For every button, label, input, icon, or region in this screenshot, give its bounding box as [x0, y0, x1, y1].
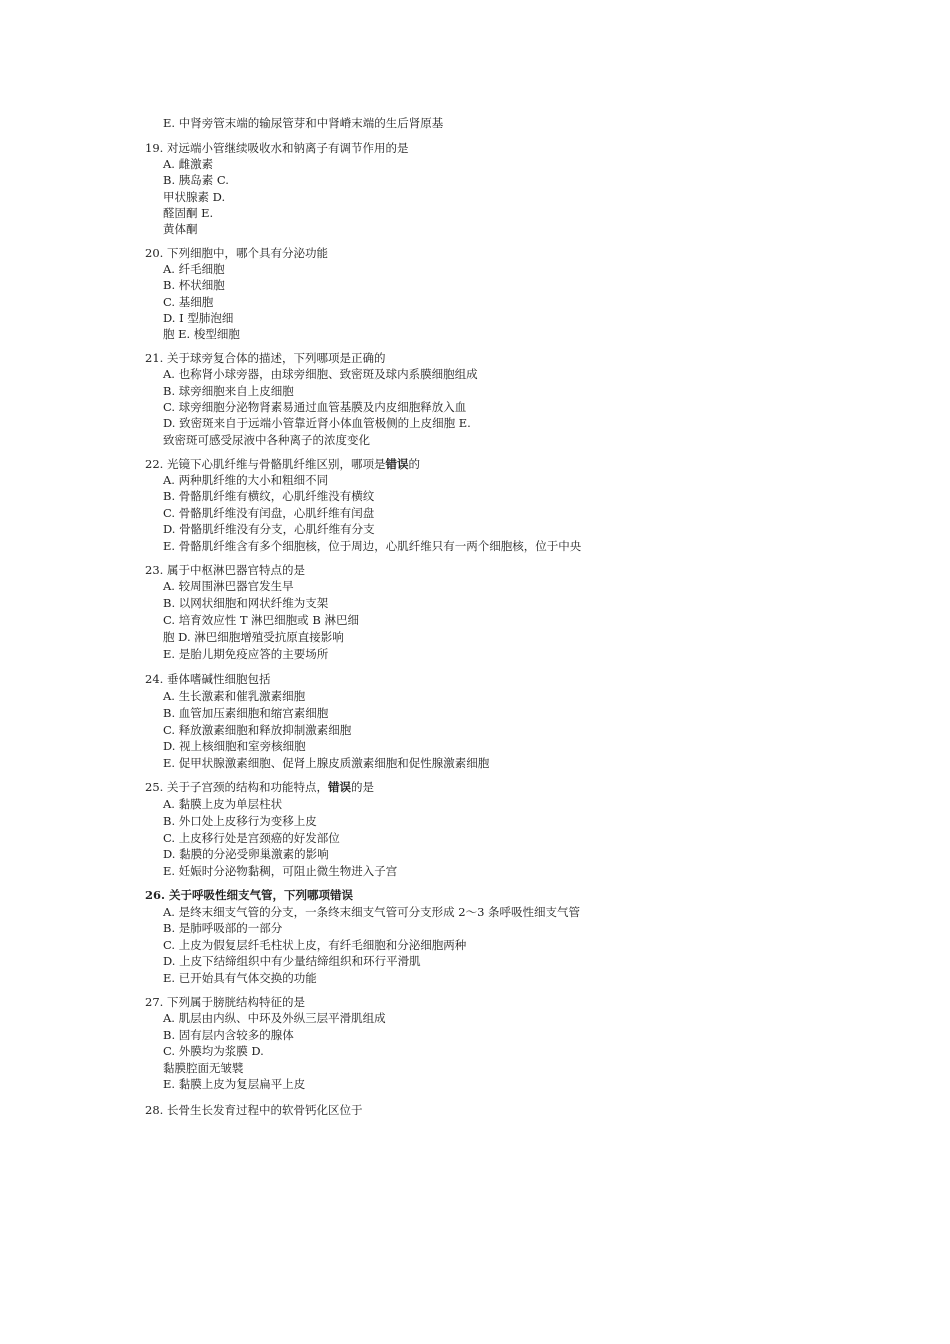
q22-stem: [145, 456, 420, 472]
q24-option-b: B. 血管加压素细胞和缩宫素细胞: [163, 706, 329, 720]
q27-stem: 27. 下列属于膀胱结构特征的是: [145, 995, 305, 1009]
q23-option-c: C. 培育效应性 T 淋巴细胞或 B 淋巴细: [163, 613, 359, 627]
q22-stem-text: 22. 光镜下心肌纤维与骨骼肌纤维区别，哪项是: [145, 457, 386, 471]
q19-option-d: 醛固酮 E.: [163, 206, 214, 220]
q23-option-d: 胞 D. 淋巴细胞增殖受抗原直接影响: [163, 630, 344, 644]
q22-stem-suffix: 的: [408, 457, 420, 471]
q24-option-c: C. 释放激素细胞和释放抑制激素细胞: [163, 723, 352, 737]
q24-option-e: E. 促甲状腺激素细胞、促肾上腺皮质激素细胞和促性腺激素细胞: [163, 756, 490, 770]
q25-option-d: D. 黏膜的分泌受卵巢激素的影响: [163, 847, 329, 861]
q26-option-e: E. 已开始具有气体交换的功能: [163, 971, 317, 985]
q22-stem-emphasis: 错误: [385, 457, 409, 471]
q21-option-b: B. 球旁细胞来自上皮细胞: [163, 384, 294, 398]
q20-option-c: C. 基细胞: [163, 295, 214, 309]
q23-stem: 23. 属于中枢淋巴器官特点的是: [145, 563, 305, 577]
q20-option-d: D. Ⅰ 型肺泡细: [163, 311, 234, 325]
q26-stem-emphasis: 错误: [330, 888, 354, 902]
q22-option-d: D. 骨骼肌纤维没有分支，心肌纤维有分支: [163, 522, 375, 536]
q25-option-e: E. 妊娠时分泌物黏稠，可阻止微生物进入子宫: [163, 864, 398, 878]
q21-option-d: D. 致密斑来自于远端小管靠近肾小体血管极侧的上皮细胞 E.: [163, 416, 471, 430]
q27-option-a: A. 肌层由内纵、中环及外纵三层平滑肌组成: [163, 1011, 386, 1025]
q21-option-e: 致密斑可感受尿液中各种离子的浓度变化: [163, 433, 370, 447]
q25-stem: [145, 779, 374, 795]
q20-stem: 20. 下列细胞中，哪个具有分泌功能: [145, 246, 328, 260]
q18-option-e: E. 中肾旁管末端的输尿管芽和中肾嵴末端的生后肾原基: [163, 116, 444, 130]
q19-option-a: A. 雌激素: [163, 157, 214, 171]
q20-option-e: 胞 E. 梭型细胞: [163, 327, 240, 341]
q22-option-b: B. 骨骼肌纤维有横纹，心肌纤维没有横纹: [163, 489, 375, 503]
q28-stem: 28. 长骨生长发育过程中的软骨钙化区位于: [145, 1103, 363, 1117]
q25-option-b: B. 外口处上皮移行为变移上皮: [163, 814, 317, 828]
q21-option-a: A. 也称肾小球旁器，由球旁细胞、致密斑及球内系膜细胞组成: [163, 367, 478, 381]
q24-option-a: A. 生长激素和催乳激素细胞: [163, 689, 306, 703]
q26-option-b: B. 是肺呼吸部的一部分: [163, 921, 283, 935]
q27-option-c: C. 外膜均为浆膜 D.: [163, 1044, 264, 1058]
q25-stem-text: 25. 关于子宫颈的结构和功能特点，: [145, 780, 328, 794]
q23-option-b: B. 以网状细胞和网状纤维为支架: [163, 596, 329, 610]
q25-stem-suffix: 的是: [350, 780, 374, 794]
q22-option-c: C. 骨骼肌纤维没有闰盘，心肌纤维有闰盘: [163, 506, 375, 520]
q24-stem: 24. 垂体嗜碱性细胞包括: [145, 672, 271, 686]
q27-option-b: B. 固有层内含较多的腺体: [163, 1028, 294, 1042]
q19-option-e: 黄体酮: [163, 222, 198, 236]
q25-option-c: C. 上皮移行处是宫颈癌的好发部位: [163, 831, 340, 845]
q20-option-b: B. 杯状细胞: [163, 278, 225, 292]
q23-option-e: E. 是胎儿期免疫应答的主要场所: [163, 647, 329, 661]
q24-option-d: D. 视上核细胞和室旁核细胞: [163, 739, 306, 753]
q26-option-d: D. 上皮下结缔组织中有少量结缔组织和环行平滑肌: [163, 954, 421, 968]
q22-option-e: E. 骨骼肌纤维含有多个细胞核，位于周边，心肌纤维只有一两个细胞核，位于中央: [163, 539, 582, 553]
q19-stem: 19. 对远端小管继续吸收水和钠离子有调节作用的是: [145, 141, 409, 155]
q21-stem: 21. 关于球旁复合体的描述，下列哪项是正确的: [145, 351, 386, 365]
q26-option-c: C. 上皮为假复层纤毛柱状上皮，有纤毛细胞和分泌细胞两种: [163, 938, 467, 952]
q20-option-a: A. 纤毛细胞: [163, 262, 225, 276]
q19-option-c: 甲状腺素 D.: [163, 190, 226, 204]
q22-option-a: A. 两种肌纤维的大小和粗细不同: [163, 473, 329, 487]
q27-option-e: E. 黏膜上皮为复层扁平上皮: [163, 1077, 306, 1091]
q26-stem-text: 26. 关于呼吸性细支气管，下列哪项: [145, 888, 331, 902]
q27-option-d: 黏膜腔面无皱襞: [163, 1061, 244, 1075]
q19-option-b: B. 胰岛素 C.: [163, 173, 229, 187]
q21-option-c: C. 球旁细胞分泌物肾素易通过血管基膜及内皮细胞释放入血: [163, 400, 467, 414]
q23-option-a: A. 较周围淋巴器官发生早: [163, 579, 294, 593]
q25-option-a: A. 黏膜上皮为单层柱状: [163, 797, 283, 811]
q26-stem: [145, 887, 353, 903]
q26-option-a: A. 是终末细支气管的分支，一条终末细支气管可分支形成 2～3 条呼吸性细支气管: [163, 905, 581, 919]
q25-stem-emphasis: 错误: [327, 780, 351, 794]
